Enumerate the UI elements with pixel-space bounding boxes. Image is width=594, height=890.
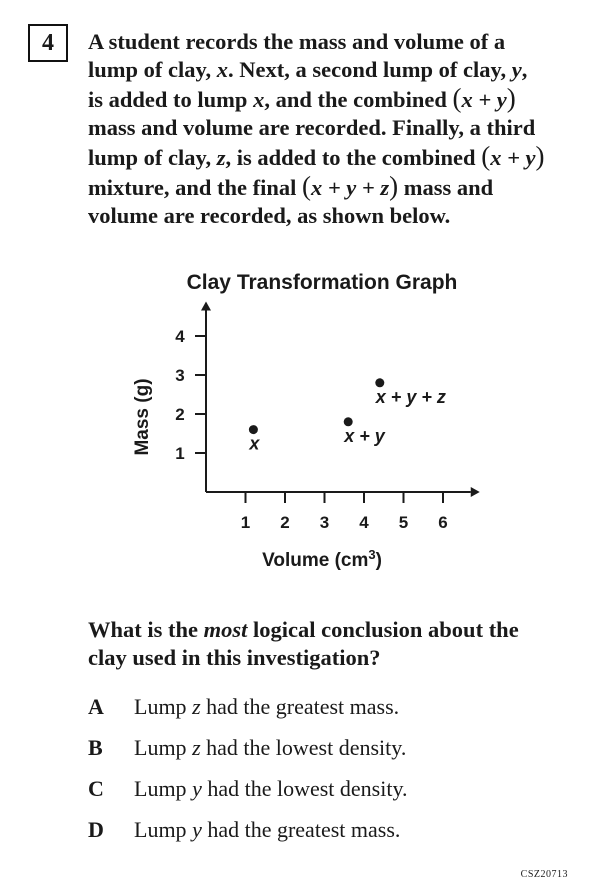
choice-letter: A (88, 694, 104, 719)
data-point-label: x + y + z (375, 386, 446, 407)
emphasis-most: most (203, 617, 248, 642)
choice-text: Lump y had the greatest mass. (134, 817, 401, 842)
choice-b[interactable] (88, 733, 406, 763)
var-x: x (253, 87, 265, 112)
prompt-line-2: clay used in this investigation? (88, 645, 381, 670)
question-prompt (88, 616, 578, 672)
choice-c[interactable] (88, 774, 408, 804)
choice-text: Lump z had the lowest density. (134, 735, 407, 760)
data-point-label: x + y (344, 425, 385, 446)
y-tick-label: 1 (175, 444, 185, 463)
y-axis-label: Mass (g) (132, 378, 153, 456)
x-tick-label: 2 (280, 513, 290, 532)
choice-letter: C (88, 776, 104, 801)
x-tick-label: 4 (359, 513, 369, 532)
chart-svg (120, 262, 500, 582)
y-tick-label: 4 (175, 327, 185, 346)
stem-line-3: is added to lump x, and the combined (x + y) (88, 83, 516, 113)
stem-line-7: volume are recorded, as shown below. (88, 203, 451, 228)
expr-x-plus-y: x + y (461, 87, 507, 112)
y-axis-arrow (201, 302, 211, 311)
expr-x-plus-y-plus-z: x + y + z (310, 175, 390, 200)
x-tick-label: 3 (319, 513, 330, 532)
x-tick-label: 1 (240, 513, 251, 532)
clay-scatter-chart (120, 262, 500, 582)
stem-line-5: lump of clay, z, is added to the combined (x + y) (88, 141, 545, 171)
choice-letter: B (88, 735, 103, 760)
choice-text: Lump z had the greatest mass. (134, 694, 400, 719)
x-axis-label: Volume $(cm^3)$ (262, 547, 382, 571)
stem-line-6: mixture, and the final (x + y + z) mass and (88, 171, 494, 201)
choice-text: Lump y had the lowest density. (134, 776, 408, 801)
x-tick-label: 5 (398, 513, 409, 532)
choice-letter: D (88, 817, 104, 842)
question-number: 4 (42, 29, 54, 56)
choice-d[interactable] (88, 815, 400, 845)
chart-title: Clay Transformation Graph (186, 271, 458, 294)
stem-line-1: A student records the mass and volume of a (88, 29, 506, 54)
choice-a[interactable] (88, 692, 399, 722)
question-number-box (28, 24, 68, 62)
stem-line-4: mass and volume are recorded. Finally, a third (88, 115, 536, 140)
x-axis-arrow (471, 487, 480, 497)
y-tick-label: 2 (175, 405, 185, 424)
var-z: z (216, 145, 226, 170)
var-y: y (511, 57, 522, 82)
var-x: x (216, 57, 229, 82)
data-point-label: x (249, 433, 260, 454)
x-tick-label: 6 (438, 513, 448, 532)
item-code: CSZ20713 (520, 869, 568, 880)
prompt-line-1: What is the most logical conclusion about the (88, 617, 519, 642)
stem-line-2: lump of clay, x. Next, a second lump of clay, y, (88, 57, 528, 82)
expr-x-plus-y: x + y (490, 145, 536, 170)
question-stem (88, 28, 588, 230)
y-tick-label: 3 (175, 366, 185, 385)
